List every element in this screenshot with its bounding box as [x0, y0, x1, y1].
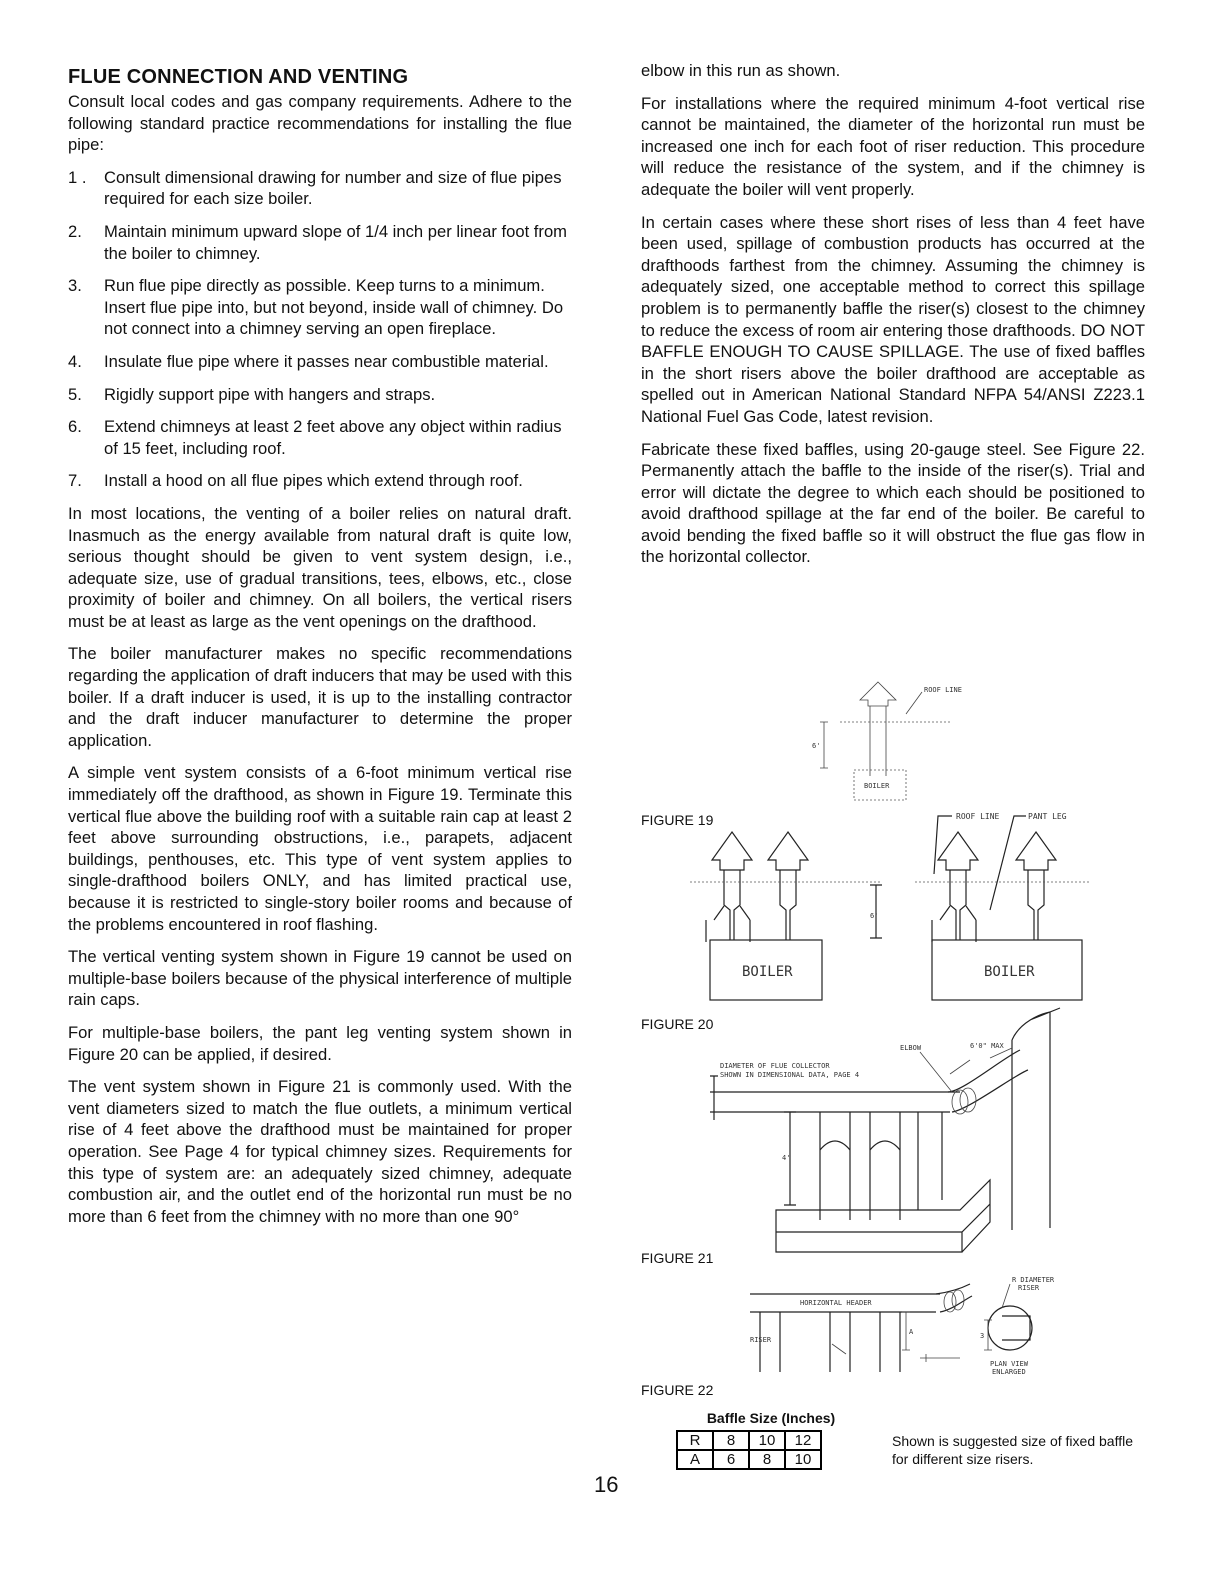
page-number: 16	[594, 1472, 619, 1497]
figure-22-drawing	[740, 1270, 1090, 1385]
list-item: 1 . Consult dimensional drawing for number and size of flue pipes required for each size boiler.	[68, 167, 562, 209]
fig22-a-label: A	[909, 1328, 914, 1336]
body-paragraph: elbow in this run as shown.	[641, 61, 841, 80]
fig22-r-diameter-label: R DIAMETER	[1012, 1276, 1055, 1284]
recommendation-list	[68, 167, 572, 492]
table-cell: 10	[785, 1450, 821, 1469]
fig19-roof-line-label: ROOF LINE	[924, 686, 962, 694]
body-paragraph: In most locations, the venting of a boiler relies on natural draft. Inasmuch as the energy available from natural draft is quite low, serious thought should be given to vent system design, i.e., adequate size, use of gradual transitions, tees, elbows, etc., close proximity of boiler and chimney. On all boilers, the vertical risers must be at least as large as the vent openings on the drafthood.	[68, 503, 572, 631]
fig22-header-label: HORIZONTAL HEADER	[800, 1299, 872, 1307]
fig20-dim-label: 6'	[870, 912, 879, 920]
table-cell: 8	[713, 1431, 749, 1450]
figure-20-caption: FIGURE 20	[641, 1016, 714, 1032]
baffle-note: Shown is suggested size of fixed baffle for different size risers.	[892, 1433, 1134, 1467]
section-heading: FLUE CONNECTION AND VENTING	[68, 66, 409, 88]
figure-20-drawing	[690, 810, 1090, 1005]
baffle-table	[676, 1430, 822, 1470]
table-row	[677, 1431, 821, 1450]
table-cell: 6	[713, 1450, 749, 1469]
figure-21-caption: FIGURE 21	[641, 1250, 714, 1266]
body-paragraph: The boiler manufacturer makes no specific recommendations regarding the application of draft inducers that may be used with this boiler. If a draft inducer is used, it is up to the installing contractor and the draft inducer manufacturer to determine the proper application.	[68, 644, 572, 750]
figure-19-drawing	[800, 676, 1000, 806]
fig21-collector-label-2: SHOWN IN DIMENSIONAL DATA, PAGE 4	[720, 1071, 860, 1079]
fig22-b-label: 3	[980, 1332, 985, 1340]
fig22-enlarged-label: ENLARGED	[992, 1368, 1026, 1376]
table-cell: 10	[749, 1431, 785, 1450]
fig20-pant-leg-label: PANT LEG	[1028, 812, 1067, 821]
figure-22-caption: FIGURE 22	[641, 1382, 714, 1398]
list-item: 4. Insulate flue pipe where it passes near combustible material.	[68, 351, 549, 371]
fig21-collector-label-1: DIAMETER OF FLUE COLLECTOR	[720, 1062, 830, 1070]
list-item: 6. Extend chimneys at least 2 feet above any object within radius of 15 feet, including roof.	[68, 417, 562, 458]
body-paragraph: For multiple-base boilers, the pant leg venting system shown in Figure 20 can be applied, if desired.	[68, 1022, 572, 1064]
body-paragraph: In certain cases where these short rises of less than 4 feet have been used, spillage of combustion products has occurred at the drafthoods farthest from the chimney. Assuming the chimney is adequately sized, one acceptable method to correct this spillage problem is to permanently baffle the riser(s) closest to the chimney to reduce the excess of room air entering those drafthoods. DO NOT BAFFLE ENOUGH TO CAUSE SPILLAGE. The use of fixed baffles in the short risers above the boiler drafthood are acceptable as spelled out in American National Standard NFPA 54/ANSI Z223.1 National Fuel Gas Code, latest revision.	[641, 212, 1145, 426]
list-item: 5. Rigidly support pipe with hangers and straps.	[68, 384, 436, 404]
fig22-riser-label: RISER	[750, 1336, 772, 1344]
body-paragraph: The vertical venting system shown in Figure 19 cannot be used on multiple-base boilers because of the physical interference of multiple rain caps.	[68, 947, 572, 1010]
fig20-boiler-right: BOILER	[984, 964, 1035, 980]
right-column	[641, 60, 1145, 579]
figure-21-drawing	[700, 1000, 1090, 1260]
fig22-r-riser-label: RISER	[1018, 1284, 1040, 1292]
baffle-table-title: Baffle Size (Inches)	[706, 1410, 836, 1426]
table-cell: A	[677, 1450, 713, 1469]
baffle-size-table	[676, 1410, 866, 1470]
body-paragraph: For installations where the required minimum 4-foot vertical rise cannot be maintained, the diameter of the horizontal run must be increased one inch for each foot of riser reduction. This procedure will reduce the resistance of the system, and if the chimney is adequate the boiler will vent properly.	[641, 93, 1145, 199]
fig19-dim-label: 6'	[812, 742, 821, 750]
fig21-dim-label: 4'	[782, 1154, 791, 1162]
table-row	[677, 1450, 821, 1469]
body-paragraph: Fabricate these fixed baffles, using 20-gauge steel. See Figure 22. Permanently attach the baffle to the inside of the riser(s). Trial and error will dictate the degree to which each should be positioned to avoid drafthood spillage at the far end of the boiler. Be careful to avoid bending the fixed baffle so it will obstruct the flue gas flow in the horizontal collector.	[641, 439, 1145, 567]
fig19-boiler-label: BOILER	[864, 782, 890, 790]
list-item: 7. Install a hood on all flue pipes which extend through roof.	[68, 471, 523, 491]
list-item: 2. Maintain minimum upward slope of 1/4 inch per linear foot from the boiler to chimney.	[68, 221, 567, 263]
fig22-plan-view-label: PLAN VIEW	[990, 1360, 1028, 1368]
table-cell: 8	[749, 1450, 785, 1469]
fig20-boiler-left: BOILER	[742, 964, 793, 980]
table-cell: 12	[785, 1431, 821, 1450]
intro-paragraph: Consult local codes and gas company requirements. Adhere to the following standard practice recommendations for installing the flue pipe:	[68, 92, 572, 155]
fig21-max-label: 6'0" MAX	[970, 1042, 1004, 1050]
left-column	[68, 60, 572, 1238]
table-cell: R	[677, 1431, 713, 1450]
body-paragraph: The vent system shown in Figure 21 is commonly used. With the vent diameters sized to match the flue outlets, a minimum vertical rise of 4 feet above the drafthood must be maintained for proper operation. See Page 4 for typical chimney sizes. Requirements for this type of system are: an adequately sized chimney, adequate combustion air, and the outlet end of the horizontal run must be no more than 6 feet from the chimney with no more than one 90°	[68, 1077, 572, 1226]
list-item: 3. Run flue pipe directly as possible. Keep turns to a minimum. Insert flue pipe into, but not beyond, inside wall of chimney. Do not connect into a chimney serving an open fireplace.	[68, 276, 564, 339]
figure-19-caption: FIGURE 19	[641, 812, 714, 828]
body-paragraph: A simple vent system consists of a 6-foot minimum vertical rise immediately off the drafthood, as shown in Figure 19. Terminate this vertical flue above the building roof with a suitable rain cap at least 2 feet above surrounding obstructions, i.e., parapets, adjacent buildings, penthouses, etc. This type of vent system applies to single-drafthood boilers ONLY, and has limited practical use, because it is restricted to single-story boiler rooms and because of the problems encountered in roof flashing.	[68, 763, 572, 934]
fig21-elbow-label: ELBOW	[900, 1044, 922, 1052]
fig20-roof-line-label: ROOF LINE	[956, 812, 1000, 821]
